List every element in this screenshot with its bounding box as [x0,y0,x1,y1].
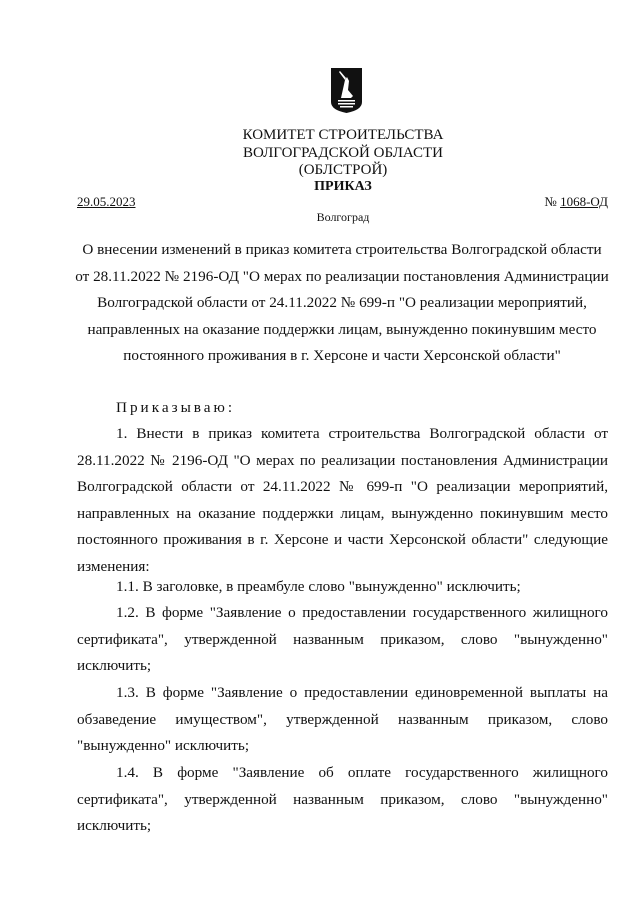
document-date: 29.05.2023 [77,194,136,209]
document-city: Волгоград [316,210,370,224]
item-1-1-text: 1.1. В заголовке, в преамбуле слово "вынужденно" исключить; [116,578,521,595]
document-number: 1068-ОД [560,194,608,209]
order-clause [77,395,608,422]
item-1 [77,421,608,581]
item-1-3-text: 1.3. В форме "Заявление о предоставлении единовременной выплаты на обзаведение имуществом", утвержденной названным приказом, слово "вынужденно" исключить; [77,684,608,755]
document-number-line [544,195,608,209]
item-1-3 [77,680,608,760]
volgograd-coat-of-arms-icon [331,68,362,113]
org-name-line-1: КОМИТЕТ СТРОИТЕЛЬСТВА [242,127,444,143]
order-word: Приказываю: [116,399,236,416]
title-line-3: Волгоградской области от 24.11.2022 № 699-п "О реализации мероприятий, [97,294,587,312]
item-1-4 [77,760,608,840]
org-short-name: (ОБЛСТРОЙ) [298,162,388,178]
number-sign: № [544,194,561,209]
document-title [72,237,612,370]
item-1-1 [77,574,608,601]
title-line-2: от 28.11.2022 № 2196-ОД "О мерах по реализации постановления Администрации [75,267,609,285]
item-1-2-text: 1.2. В форме "Заявление о предоставлении государственного жилищного сертификата", утвержденной названным приказом, слово "вынужденно" исключить; [77,604,608,675]
item-1-text: 1. Внести в приказ комитета строительства Волгоградской области от 28.11.2022 № 2196-ОД "О мерах по реализации постановления Администрации Волгоградской области от 24.11.2022 № 699-п "О реализации мероприятий, направленных на оказание поддержки лицам, вынужденно покинувшим место постоянного проживания в г. Херсоне и части Херсонской области" следующие изменения: [77,425,608,575]
title-line-1: О внесении изменений в приказ комитета строительства Волгоградской области [82,241,602,258]
item-1-4-text: 1.4. В форме "Заявление об оплате государственного жилищного сертификата", утвержденной названным приказом, слово "вынужденно" исключить; [77,764,608,835]
document-type: ПРИКАЗ [314,179,372,194]
title-line-4: направленных на оказание поддержки лицам, вынужденно покинувшим место [87,320,597,338]
title-line-5: постоянного проживания в г. Херсоне и части Херсонской области" [123,347,561,365]
org-name-line-2: ВОЛГОГРАДСКОЙ ОБЛАСТИ [243,145,443,161]
item-1-2 [77,600,608,680]
